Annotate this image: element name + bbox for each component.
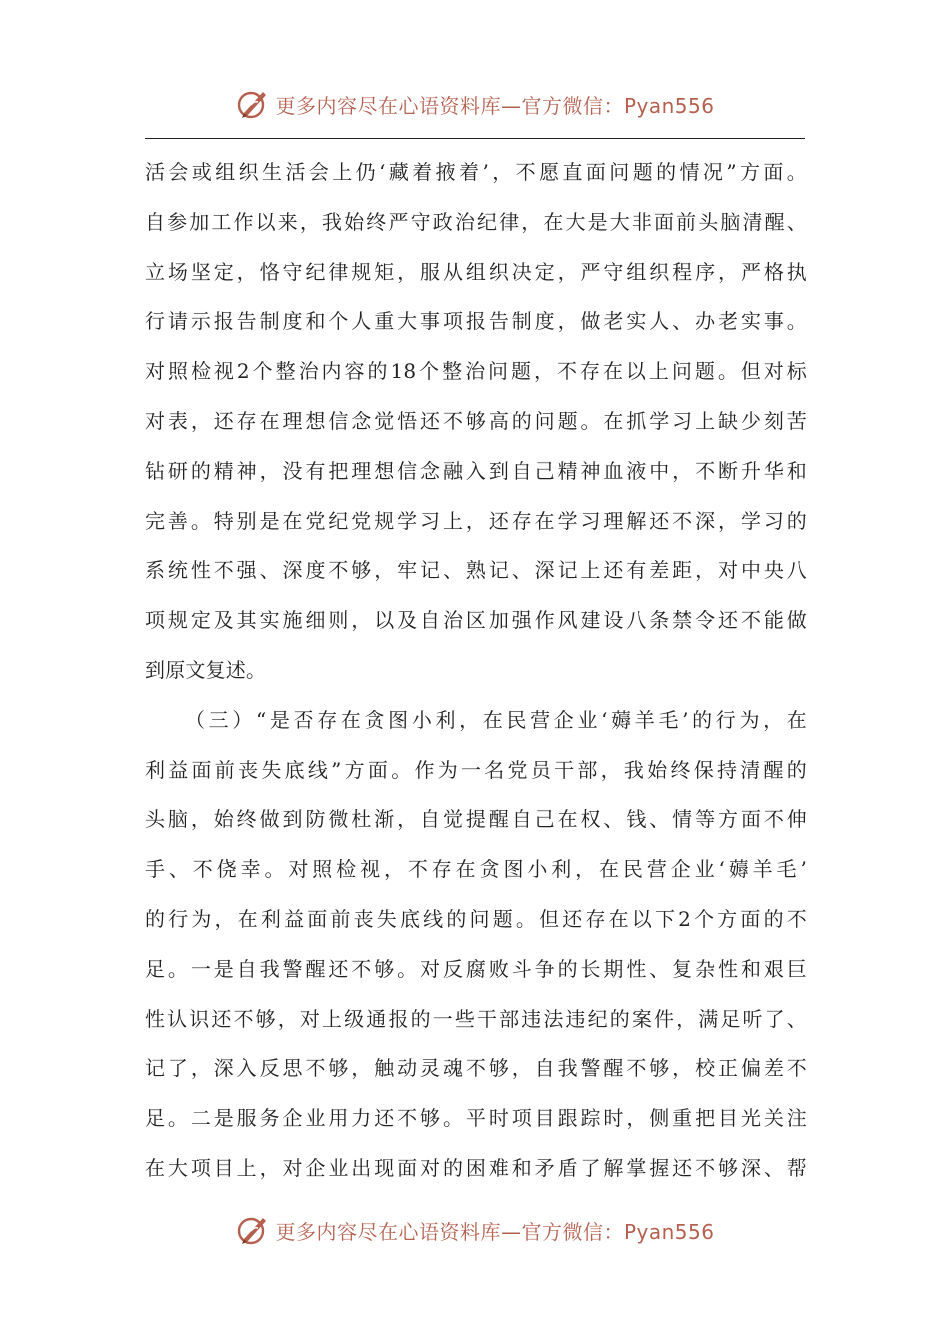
header-banner-text: 更多内容尽在心语资料库—官方微信：Pyan556: [275, 93, 715, 118]
text-line: 立场坚定，恪守纪律规矩，服从组织决定，严守组织程序，严格执: [145, 259, 807, 284]
text-line: 头脑，始终做到防微杜渐，自觉提醒自己在权、钱、情等方面不伸: [145, 807, 807, 832]
text-line: 的行为，在利益面前丧失底线的问题。但还存在以下2个方面的不: [145, 906, 807, 931]
section-heading-line: （三）“是否存在贪图小利，在民营企业‘薅羊毛’的行为，在: [185, 707, 807, 732]
pen-logo-icon: [235, 86, 271, 122]
text-line: 足。一是自我警醒还不够。对反腐败斗争的长期性、复杂性和艰巨: [145, 956, 807, 981]
text-line: 足。二是服务企业用力还不够。平时项目跟踪时，侧重把目光关注: [145, 1106, 807, 1131]
pen-logo-icon: [235, 1212, 271, 1248]
footer-banner: [0, 1208, 950, 1252]
text-line: 系统性不强、深度不够，牢记、熟记、深记上还有差距，对中央八: [145, 558, 807, 583]
header-divider: [145, 138, 805, 139]
text-line: 记了，深入反思不够，触动灵魂不够，自我警醒不够，校正偏差不: [145, 1056, 807, 1081]
document-body: [145, 148, 807, 1194]
header-banner: [0, 82, 950, 126]
text-line: 对表，还存在理想信念觉悟还不够高的问题。在抓学习上缺少刻苦: [145, 408, 807, 433]
text-line: 完善。特别是在党纪党规学习上，还存在学习理解还不深，学习的: [145, 508, 807, 533]
text-line: 行请示报告制度和个人重大事项报告制度，做老实人、办老实事。: [145, 309, 807, 334]
text-line: 活会或组织生活会上仍‘藏着掖着’，不愿直面问题的情况”方面。: [145, 160, 807, 184]
text-line: 钻研的精神，没有把理想信念融入到自己精神血液中，不断升华和: [145, 458, 807, 483]
footer-banner-text: 更多内容尽在心语资料库—官方微信：Pyan556: [275, 1219, 715, 1244]
text-line: 性认识还不够，对上级通报的一些干部违法违纪的案件，满足听了、: [145, 1006, 807, 1031]
text-line: 项规定及其实施细则，以及自治区加强作风建设八条禁令还不能做: [145, 608, 807, 633]
text-line: 手、不侥幸。对照检视，不存在贪图小利，在民营企业‘薅羊毛’: [145, 857, 807, 882]
text-line: 利益面前丧失底线”方面。作为一名党员干部，我始终保持清醒的: [145, 757, 807, 782]
text-line: 在大项目上，对企业出现面对的困难和矛盾了解掌握还不够深、帮: [145, 1155, 807, 1180]
text-line: 到原文复述。: [145, 657, 267, 682]
text-line: 自参加工作以来，我始终严守政治纪律，在大是大非面前头脑清醒、: [145, 209, 807, 234]
text-line: 对照检视2个整治内容的18个整治问题，不存在以上问题。但对标: [145, 359, 807, 384]
